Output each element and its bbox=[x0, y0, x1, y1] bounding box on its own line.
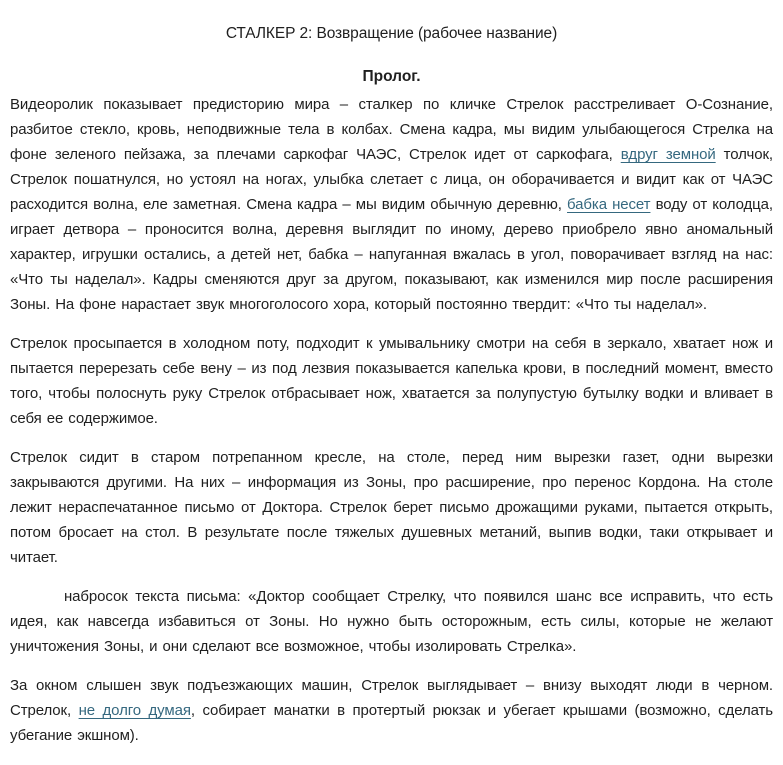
paragraph bbox=[10, 445, 773, 570]
text-run: набросок текста письма: «Доктор сообщает Стрелку, что появился шанс все исправить, что есть идея, как навсегда избавиться от Зоны. Но нужно быть осторожным, есть силы, которые не желают уничтожения Зоны, и они сделают все возможное, чтобы изолировать Стрелка». bbox=[10, 588, 773, 655]
underlined-text-run: вдруг земной bbox=[620, 146, 716, 163]
document-page bbox=[10, 24, 773, 765]
paragraph bbox=[10, 584, 773, 659]
text-run: Стрелок просыпается в холодном поту, подходит к умывальнику смотри на себя в зеркало, хватает нож и пытается перерезать себе вену – из под лезвия показывается капелька крови, в последний момент, вместо того, чтобы полоснуть руку Стрелок отбрасывает нож, хватается за полупустую бутылку водки и вливает в себя ее содержимое. bbox=[10, 335, 773, 427]
text-run: Стрелок сидит в старом потрепанном кресле, на столе, перед ним вырезки газет, одни вырезки закрываются другими. На них – информация из Зоны, про расширение, про перенос Кордона. На столе лежит нераспечатанное письмо от Доктора. Стрелок берет письмо дрожащими руками, пытается открыть, потом бросает на стол. В результате после тяжелых душевных метаний, выпив водки, таки открывает и читает. bbox=[10, 449, 773, 566]
text-run: Видеоролик показывает предисторию мира – сталкер по кличке Стрелок расстреливает О-Сознание, разбитое стекло, кровь, неподвижные тела в колбах. Смена кадра, мы видим улыбающегося Стрелка на фоне зеленого пейзажа, за плечами саркофаг ЧАЭС, Стрелок идет от саркофага, bbox=[10, 96, 773, 163]
paragraph bbox=[10, 673, 773, 748]
underlined-text-run: не долго думая bbox=[78, 702, 191, 719]
section-heading: Пролог. bbox=[362, 68, 421, 85]
text-run: воду от колодца, играет детвора – проносится волна, деревня выглядит по иному, дерево приобрело явно аномальный характер, игрушки остались, а детей нет, бабка – напуганная вжалась в угол, поворачивает взгляд на нас: «Что ты наделал». Кадры сменяются друг за другом, показывают, как изменился мир после расширения Зоны. На фоне нарастает звук многоголосого хора, который постоянно твердит: «Что ты наделал». bbox=[10, 196, 773, 313]
paragraph bbox=[10, 92, 773, 317]
text-run: За окном слышен звук подъезжающих машин, Стрелок выглядывает – внизу выходят люди в черном. Стрелок, bbox=[10, 677, 773, 719]
paragraph bbox=[10, 331, 773, 431]
text-run: толчок, Стрелок пошатнулся, но устоял на ногах, улыбка слетает с лица, он оборачивается и видит как от ЧАЭС расходится волна, еле заметная. Смена кадра – мы видим обычную деревню, bbox=[10, 146, 773, 213]
text-run: , собирает манатки в протертый рюкзак и убегает крышами (возможно, сделать убегание экшном). bbox=[10, 702, 773, 744]
document-body bbox=[10, 92, 773, 748]
underlined-text-run: бабка несет bbox=[567, 196, 651, 213]
document-title: СТАЛКЕР 2: Возвращение (рабочее название) bbox=[225, 25, 558, 42]
